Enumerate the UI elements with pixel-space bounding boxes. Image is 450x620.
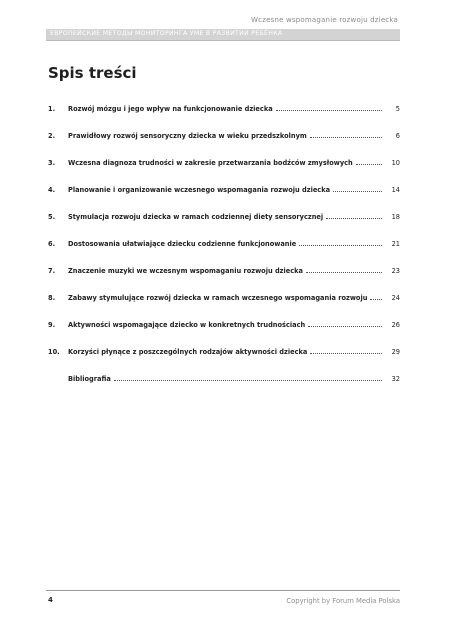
toc-entry-page: 24	[391, 293, 400, 302]
table-of-contents	[48, 95, 400, 392]
dot-leader	[356, 164, 382, 165]
footer-page-number: 4	[48, 596, 53, 604]
dot-leader	[310, 137, 382, 138]
toc-entry-title: Planowanie i organizowanie wczesnego wspomagania rozwoju dziecka	[68, 185, 331, 194]
toc-entry-title: Aktywności wspomagające dziecko w konkretnych trudnościach	[68, 320, 306, 329]
footer-copyright: Copyright by Forum Media Polska	[286, 597, 400, 605]
running-head: Wczesne wspomaganie rozwoju dziecka	[251, 16, 398, 24]
toc-entry[interactable]	[48, 149, 400, 176]
header-banner	[46, 29, 400, 41]
toc-entry-number: 1.	[48, 104, 56, 113]
toc-entry[interactable]	[48, 176, 400, 203]
toc-entry-title: Korzyści płynące z poszczególnych rodzajów aktywności dziecka	[68, 347, 308, 356]
toc-entry-number: 10.	[48, 347, 60, 356]
toc-entry-title: Wczesna diagnoza trudności w zakresie przetwarzania bodźców zmysłowych	[68, 158, 353, 167]
toc-entry-title: Znaczenie muzyki we wczesnym wspomaganiu rozwoju dziecka	[68, 266, 303, 275]
dot-leader	[333, 191, 382, 192]
toc-entry[interactable]	[48, 284, 400, 311]
toc-entry[interactable]	[48, 95, 400, 122]
toc-entry-title: Dostosowania ułatwiające dziecku codzienne funkcjonowanie	[68, 239, 297, 248]
dot-leader	[276, 110, 382, 111]
toc-entry[interactable]	[48, 122, 400, 149]
toc-heading: Spis treści	[48, 64, 137, 82]
toc-entry-number: 4.	[48, 185, 56, 194]
toc-entry-page: 21	[391, 239, 400, 248]
toc-entry-page: 5	[395, 104, 400, 113]
toc-entry[interactable]	[48, 203, 400, 230]
toc-entry-bibliography[interactable]	[48, 365, 400, 392]
toc-entry-title: Stymulacja rozwoju dziecka w ramach codziennej diety sensorycznej	[68, 212, 324, 221]
dot-leader	[299, 245, 382, 246]
toc-entry[interactable]	[48, 257, 400, 284]
toc-entry-number: 6.	[48, 239, 56, 248]
toc-entry-page: 23	[391, 266, 400, 275]
toc-entry[interactable]	[48, 338, 400, 365]
dot-leader	[308, 326, 382, 327]
toc-entry-title: Bibliografia	[68, 374, 111, 383]
toc-entry-title: Prawidłowy rozwój sensoryczny dziecka w wieku przedszkolnym	[68, 131, 307, 140]
dot-leader	[114, 380, 382, 381]
toc-entry-page: 32	[391, 374, 400, 383]
dot-leader	[326, 218, 382, 219]
toc-entry[interactable]	[48, 230, 400, 257]
toc-entry-page: 18	[391, 212, 400, 221]
banner-text: ЕВРОПЕЙСКИЕ МЕТОДЫ МОНИТОРИНГА УМЕ В РАЗВИТИИ РЕБЁНКА	[50, 30, 283, 37]
toc-entry-page: 10	[391, 158, 400, 167]
toc-entry-title: Rozwój mózgu i jego wpływ na funkcjonowanie dziecka	[68, 104, 273, 113]
toc-entry-number: 7.	[48, 266, 56, 275]
toc-entry-number: 5.	[48, 212, 56, 221]
toc-entry-page: 29	[391, 347, 400, 356]
toc-entry-number: 2.	[48, 131, 56, 140]
toc-entry-page: 26	[391, 320, 400, 329]
dot-leader	[306, 272, 382, 273]
toc-entry-page: 6	[395, 131, 400, 140]
toc-entry-number: 9.	[48, 320, 56, 329]
toc-entry[interactable]	[48, 311, 400, 338]
toc-entry-page: 14	[391, 185, 400, 194]
dot-leader	[310, 353, 382, 354]
toc-entry-number: 8.	[48, 293, 56, 302]
footer-divider	[46, 590, 400, 591]
toc-entry-number: 3.	[48, 158, 56, 167]
dot-leader	[370, 299, 382, 300]
toc-entry-title: Zabawy stymulujące rozwój dziecka w ramach wczesnego wspomagania rozwoju	[68, 293, 368, 302]
